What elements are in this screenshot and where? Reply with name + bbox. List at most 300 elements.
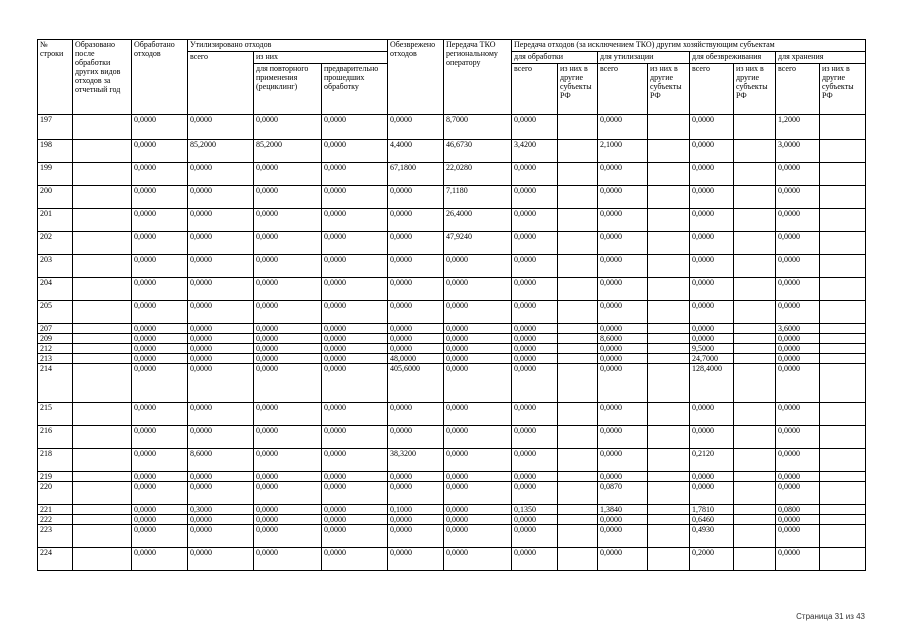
cell-neut-rf <box>734 426 776 449</box>
table-row <box>38 426 866 449</box>
cell-neut-total: 128,4000 <box>690 364 734 403</box>
cell-util2-rf <box>648 426 690 449</box>
header-utilization-rf: из них в другие субъекты РФ <box>648 64 690 115</box>
cell-processed: 0,0000 <box>132 209 188 232</box>
cell-neut-rf <box>734 403 776 426</box>
cell-neut-rf <box>734 334 776 344</box>
cell-tko: 0,0000 <box>444 482 512 505</box>
cell-proc-total: 0,0000 <box>512 301 558 324</box>
cell-util-pre: 0,0000 <box>322 426 388 449</box>
cell-proc-total: 0,0000 <box>512 115 558 140</box>
cell-neut-total: 0,0000 <box>690 209 734 232</box>
table-row <box>38 505 866 515</box>
cell-neutralized: 0,0000 <box>388 301 444 324</box>
cell-util-pre: 0,0000 <box>322 354 388 364</box>
cell-util-total: 0,0000 <box>188 278 254 301</box>
cell-neutralized: 0,0000 <box>388 525 444 548</box>
table-row <box>38 163 866 186</box>
cell-neut-total: 0,0000 <box>690 403 734 426</box>
cell-util-pre: 0,0000 <box>322 505 388 515</box>
cell-tko: 46,6730 <box>444 140 512 163</box>
header-neutralized: Обезврежено отходов <box>388 40 444 115</box>
cell-neut-rf <box>734 548 776 571</box>
cell-processed: 0,0000 <box>132 334 188 344</box>
cell-util-reuse: 0,0000 <box>254 403 322 426</box>
cell-neut-total: 0,0000 <box>690 472 734 482</box>
cell-processed: 0,0000 <box>132 403 188 426</box>
cell-formed <box>73 426 132 449</box>
cell-proc-rf <box>558 344 598 354</box>
cell-util-total: 0,0000 <box>188 334 254 344</box>
cell-util2-total: 0,0000 <box>598 354 648 364</box>
cell-neutralized: 405,6000 <box>388 364 444 403</box>
cell-util-reuse: 0,0000 <box>254 354 322 364</box>
cell-proc-rf <box>558 403 598 426</box>
cell-processed: 0,0000 <box>132 426 188 449</box>
cell-util-total: 0,0000 <box>188 255 254 278</box>
cell-formed <box>73 354 132 364</box>
cell-neut-rf <box>734 186 776 209</box>
cell-processed: 0,0000 <box>132 548 188 571</box>
cell-no: 209 <box>38 334 73 344</box>
cell-proc-total: 0,0000 <box>512 472 558 482</box>
cell-stor-total: 0,0000 <box>776 364 820 403</box>
cell-neut-rf <box>734 364 776 403</box>
cell-util-reuse: 0,0000 <box>254 525 322 548</box>
cell-util-total: 0,0000 <box>188 354 254 364</box>
cell-neutralized: 0,0000 <box>388 209 444 232</box>
cell-no: 220 <box>38 482 73 505</box>
cell-formed <box>73 186 132 209</box>
cell-neutralized: 0,0000 <box>388 255 444 278</box>
cell-neut-total: 0,0000 <box>690 278 734 301</box>
cell-no: 214 <box>38 364 73 403</box>
cell-formed <box>73 505 132 515</box>
cell-tko: 0,0000 <box>444 426 512 449</box>
cell-proc-rf <box>558 482 598 505</box>
cell-stor-total: 0,0000 <box>776 515 820 525</box>
header-processing-total: всего <box>512 64 558 115</box>
table-row <box>38 525 866 548</box>
cell-proc-total: 0,0000 <box>512 163 558 186</box>
cell-util2-total: 0,0000 <box>598 301 648 324</box>
cell-neut-rf <box>734 255 776 278</box>
cell-util2-rf <box>648 209 690 232</box>
cell-util-total: 0,0000 <box>188 115 254 140</box>
cell-util-total: 0,0000 <box>188 186 254 209</box>
table-row <box>38 186 866 209</box>
cell-no: 197 <box>38 115 73 140</box>
cell-util-reuse: 85,2000 <box>254 140 322 163</box>
cell-stor-total: 0,0000 <box>776 354 820 364</box>
cell-neut-rf <box>734 515 776 525</box>
cell-stor-total: 3,6000 <box>776 324 820 334</box>
cell-util2-total: 0,0000 <box>598 324 648 334</box>
cell-util-total: 0,0000 <box>188 525 254 548</box>
cell-util2-total: 0,0000 <box>598 115 648 140</box>
cell-neut-total: 0,0000 <box>690 301 734 324</box>
cell-no: 221 <box>38 505 73 515</box>
cell-util2-rf <box>648 186 690 209</box>
cell-neut-rf <box>734 472 776 482</box>
cell-util2-rf <box>648 472 690 482</box>
cell-util-pre: 0,0000 <box>322 515 388 525</box>
cell-util-reuse: 0,0000 <box>254 505 322 515</box>
cell-util-total: 85,2000 <box>188 140 254 163</box>
cell-stor-rf <box>820 115 866 140</box>
cell-tko: 0,0000 <box>444 515 512 525</box>
cell-formed <box>73 548 132 571</box>
cell-no: 218 <box>38 449 73 472</box>
cell-stor-total: 0,0000 <box>776 334 820 344</box>
cell-proc-rf <box>558 255 598 278</box>
cell-stor-total: 0,0000 <box>776 548 820 571</box>
cell-tko: 7,1180 <box>444 186 512 209</box>
waste-report-table <box>37 39 866 571</box>
cell-util-total: 0,0000 <box>188 364 254 403</box>
table-row <box>38 354 866 364</box>
table-header <box>38 40 866 115</box>
cell-stor-rf <box>820 403 866 426</box>
cell-util-total: 0,0000 <box>188 482 254 505</box>
cell-neutralized: 0,0000 <box>388 186 444 209</box>
cell-util-pre: 0,0000 <box>322 232 388 255</box>
header-transfer-other: Передача отходов (за исключением ТКО) другим хозяйствующим субъектам <box>512 40 866 52</box>
cell-stor-total: 0,0000 <box>776 472 820 482</box>
page-number: Страница 31 из 43 <box>796 612 865 621</box>
cell-neut-rf <box>734 209 776 232</box>
cell-util-reuse: 0,0000 <box>254 255 322 278</box>
cell-util2-rf <box>648 232 690 255</box>
table-row <box>38 115 866 140</box>
cell-stor-rf <box>820 186 866 209</box>
cell-stor-rf <box>820 525 866 548</box>
cell-formed <box>73 344 132 354</box>
cell-util-reuse: 0,0000 <box>254 482 322 505</box>
cell-neut-total: 0,4930 <box>690 525 734 548</box>
cell-util-pre: 0,0000 <box>322 525 388 548</box>
cell-neut-total: 0,0000 <box>690 334 734 344</box>
cell-processed: 0,0000 <box>132 482 188 505</box>
cell-proc-rf <box>558 334 598 344</box>
cell-util-pre: 0,0000 <box>322 344 388 354</box>
cell-proc-total: 0,0000 <box>512 482 558 505</box>
cell-tko: 47,9240 <box>444 232 512 255</box>
header-processing-rf: из них в другие субъекты РФ <box>558 64 598 115</box>
cell-formed <box>73 403 132 426</box>
cell-formed <box>73 255 132 278</box>
cell-util2-rf <box>648 301 690 324</box>
cell-processed: 0,0000 <box>132 278 188 301</box>
cell-stor-rf <box>820 515 866 525</box>
cell-processed: 0,0000 <box>132 232 188 255</box>
cell-util-reuse: 0,0000 <box>254 548 322 571</box>
cell-neut-total: 0,0000 <box>690 324 734 334</box>
cell-util-reuse: 0,0000 <box>254 472 322 482</box>
cell-processed: 0,0000 <box>132 301 188 324</box>
cell-proc-rf <box>558 278 598 301</box>
cell-proc-rf <box>558 515 598 525</box>
cell-stor-rf <box>820 548 866 571</box>
table-row <box>38 364 866 403</box>
cell-processed: 0,0000 <box>132 505 188 515</box>
cell-formed <box>73 115 132 140</box>
cell-neut-total: 0,0000 <box>690 232 734 255</box>
cell-stor-rf <box>820 278 866 301</box>
cell-util-reuse: 0,0000 <box>254 426 322 449</box>
cell-util2-rf <box>648 525 690 548</box>
cell-util-pre: 0,0000 <box>322 186 388 209</box>
cell-stor-total: 0,0000 <box>776 426 820 449</box>
header-storage-rf: из них в другие субъекты РФ <box>820 64 866 115</box>
cell-util2-rf <box>648 354 690 364</box>
cell-util-total: 0,0000 <box>188 548 254 571</box>
cell-stor-total: 0,0000 <box>776 255 820 278</box>
cell-stor-rf <box>820 324 866 334</box>
cell-util-pre: 0,0000 <box>322 255 388 278</box>
cell-util-pre: 0,0000 <box>322 449 388 472</box>
cell-no: 222 <box>38 515 73 525</box>
cell-stor-rf <box>820 482 866 505</box>
table-row <box>38 334 866 344</box>
cell-stor-rf <box>820 449 866 472</box>
cell-proc-rf <box>558 186 598 209</box>
cell-formed <box>73 301 132 324</box>
cell-util2-rf <box>648 163 690 186</box>
cell-util-pre: 0,0000 <box>322 278 388 301</box>
cell-formed <box>73 140 132 163</box>
cell-util-reuse: 0,0000 <box>254 115 322 140</box>
cell-neutralized: 0,0000 <box>388 324 444 334</box>
cell-processed: 0,0000 <box>132 515 188 525</box>
cell-util2-rf <box>648 255 690 278</box>
cell-neut-total: 9,5000 <box>690 344 734 354</box>
cell-neut-rf <box>734 278 776 301</box>
cell-proc-total: 0,0000 <box>512 364 558 403</box>
cell-util2-rf <box>648 505 690 515</box>
cell-neutralized: 0,0000 <box>388 278 444 301</box>
cell-util-pre: 0,0000 <box>322 115 388 140</box>
table-body <box>38 115 866 571</box>
cell-tko: 0,0000 <box>444 472 512 482</box>
header-utilized-total: всего <box>188 52 254 115</box>
table-row <box>38 515 866 525</box>
cell-no: 213 <box>38 354 73 364</box>
cell-util2-total: 0,0000 <box>598 232 648 255</box>
cell-stor-total: 0,0000 <box>776 163 820 186</box>
cell-no: 212 <box>38 344 73 354</box>
cell-util-reuse: 0,0000 <box>254 334 322 344</box>
header-utilized: Утилизировано отходов <box>188 40 388 52</box>
cell-proc-rf <box>558 163 598 186</box>
cell-util2-rf <box>648 334 690 344</box>
cell-proc-total: 3,4200 <box>512 140 558 163</box>
cell-stor-rf <box>820 344 866 354</box>
cell-formed <box>73 324 132 334</box>
cell-neut-total: 24,7000 <box>690 354 734 364</box>
cell-stor-rf <box>820 364 866 403</box>
cell-util-reuse: 0,0000 <box>254 344 322 354</box>
cell-util-pre: 0,0000 <box>322 163 388 186</box>
cell-proc-total: 0,0000 <box>512 426 558 449</box>
cell-formed <box>73 334 132 344</box>
cell-util-pre: 0,0000 <box>322 482 388 505</box>
cell-proc-rf <box>558 232 598 255</box>
cell-processed: 0,0000 <box>132 255 188 278</box>
cell-tko: 0,0000 <box>444 334 512 344</box>
cell-util-pre: 0,0000 <box>322 403 388 426</box>
cell-tko: 0,0000 <box>444 324 512 334</box>
cell-neut-rf <box>734 354 776 364</box>
cell-neutralized: 67,1800 <box>388 163 444 186</box>
cell-neutralized: 0,0000 <box>388 426 444 449</box>
cell-neutralized: 0,0000 <box>388 515 444 525</box>
cell-neutralized: 0,0000 <box>388 115 444 140</box>
cell-util-reuse: 0,0000 <box>254 278 322 301</box>
cell-stor-total: 0,0800 <box>776 505 820 515</box>
cell-formed <box>73 163 132 186</box>
cell-proc-total: 0,0000 <box>512 255 558 278</box>
cell-neutralized: 0,1000 <box>388 505 444 515</box>
cell-formed <box>73 232 132 255</box>
header-for-utilization: для утилизации <box>598 52 690 64</box>
cell-util-total: 0,0000 <box>188 324 254 334</box>
cell-neutralized: 48,0000 <box>388 354 444 364</box>
cell-processed: 0,0000 <box>132 354 188 364</box>
cell-processed: 0,0000 <box>132 472 188 482</box>
cell-no: 204 <box>38 278 73 301</box>
cell-neutralized: 0,0000 <box>388 403 444 426</box>
table-row <box>38 449 866 472</box>
cell-neut-total: 0,0000 <box>690 163 734 186</box>
header-formed: Образовано после обработки других видов отходов за отчетный год <box>73 40 132 115</box>
header-utilized-of-them: из них <box>254 52 388 64</box>
cell-neutralized: 0,0000 <box>388 472 444 482</box>
cell-proc-total: 0,0000 <box>512 334 558 344</box>
cell-stor-rf <box>820 426 866 449</box>
cell-no: 198 <box>38 140 73 163</box>
cell-util-reuse: 0,0000 <box>254 186 322 209</box>
cell-stor-total: 0,0000 <box>776 301 820 324</box>
cell-util2-total: 0,0000 <box>598 548 648 571</box>
cell-util2-total: 8,6000 <box>598 334 648 344</box>
table-row <box>38 324 866 334</box>
cell-formed <box>73 472 132 482</box>
cell-proc-rf <box>558 301 598 324</box>
cell-neut-total: 0,0000 <box>690 186 734 209</box>
table-row <box>38 472 866 482</box>
cell-neut-rf <box>734 449 776 472</box>
cell-util2-rf <box>648 324 690 334</box>
cell-util-reuse: 0,0000 <box>254 324 322 334</box>
cell-neut-total: 1,7810 <box>690 505 734 515</box>
header-row-no: № строки <box>38 40 73 115</box>
cell-util-reuse: 0,0000 <box>254 163 322 186</box>
cell-neut-rf <box>734 525 776 548</box>
cell-neut-rf <box>734 232 776 255</box>
cell-stor-total: 0,0000 <box>776 525 820 548</box>
cell-proc-rf <box>558 548 598 571</box>
cell-stor-rf <box>820 505 866 515</box>
cell-no: 202 <box>38 232 73 255</box>
cell-tko: 8,7000 <box>444 115 512 140</box>
cell-util-total: 0,0000 <box>188 163 254 186</box>
cell-util2-total: 0,0000 <box>598 255 648 278</box>
cell-no: 205 <box>38 301 73 324</box>
table-row <box>38 482 866 505</box>
cell-neutralized: 0,0000 <box>388 482 444 505</box>
cell-processed: 0,0000 <box>132 140 188 163</box>
cell-util-total: 0,3000 <box>188 505 254 515</box>
cell-processed: 0,0000 <box>132 186 188 209</box>
cell-util-pre: 0,0000 <box>322 301 388 324</box>
cell-neut-rf <box>734 115 776 140</box>
cell-util2-total: 0,0000 <box>598 426 648 449</box>
cell-proc-rf <box>558 505 598 515</box>
cell-proc-total: 0,0000 <box>512 548 558 571</box>
cell-stor-total: 1,2000 <box>776 115 820 140</box>
cell-util2-rf <box>648 449 690 472</box>
cell-no: 224 <box>38 548 73 571</box>
cell-proc-total: 0,0000 <box>512 525 558 548</box>
cell-stor-total: 0,0000 <box>776 449 820 472</box>
cell-no: 199 <box>38 163 73 186</box>
cell-util-total: 0,0000 <box>188 232 254 255</box>
cell-processed: 0,0000 <box>132 364 188 403</box>
cell-tko: 0,0000 <box>444 354 512 364</box>
header-utilization-total: всего <box>598 64 648 115</box>
cell-stor-total: 0,0000 <box>776 186 820 209</box>
table-row <box>38 232 866 255</box>
table-row <box>38 548 866 571</box>
cell-util-reuse: 0,0000 <box>254 209 322 232</box>
cell-proc-total: 0,0000 <box>512 209 558 232</box>
cell-util-total: 0,0000 <box>188 426 254 449</box>
cell-proc-total: 0,0000 <box>512 232 558 255</box>
cell-proc-total: 0,0000 <box>512 324 558 334</box>
cell-stor-total: 0,0000 <box>776 232 820 255</box>
cell-proc-total: 0,0000 <box>512 278 558 301</box>
cell-neut-rf <box>734 163 776 186</box>
cell-util2-rf <box>648 344 690 354</box>
cell-proc-rf <box>558 364 598 403</box>
cell-util-pre: 0,0000 <box>322 209 388 232</box>
cell-proc-rf <box>558 525 598 548</box>
cell-formed <box>73 278 132 301</box>
table-row <box>38 209 866 232</box>
cell-util2-rf <box>648 140 690 163</box>
cell-util2-rf <box>648 403 690 426</box>
cell-formed <box>73 515 132 525</box>
cell-util-pre: 0,0000 <box>322 140 388 163</box>
cell-neut-total: 0,0000 <box>690 255 734 278</box>
cell-neut-rf <box>734 344 776 354</box>
cell-tko: 0,0000 <box>444 548 512 571</box>
cell-stor-total: 0,0000 <box>776 278 820 301</box>
cell-no: 207 <box>38 324 73 334</box>
cell-util2-rf <box>648 482 690 505</box>
cell-proc-rf <box>558 324 598 334</box>
cell-util-total: 0,0000 <box>188 403 254 426</box>
cell-tko: 0,0000 <box>444 278 512 301</box>
cell-processed: 0,0000 <box>132 115 188 140</box>
cell-formed <box>73 482 132 505</box>
cell-util2-total: 2,1000 <box>598 140 648 163</box>
cell-util2-total: 0,0000 <box>598 278 648 301</box>
cell-stor-rf <box>820 140 866 163</box>
cell-stor-total: 0,0000 <box>776 209 820 232</box>
cell-stor-total: 0,0000 <box>776 482 820 505</box>
